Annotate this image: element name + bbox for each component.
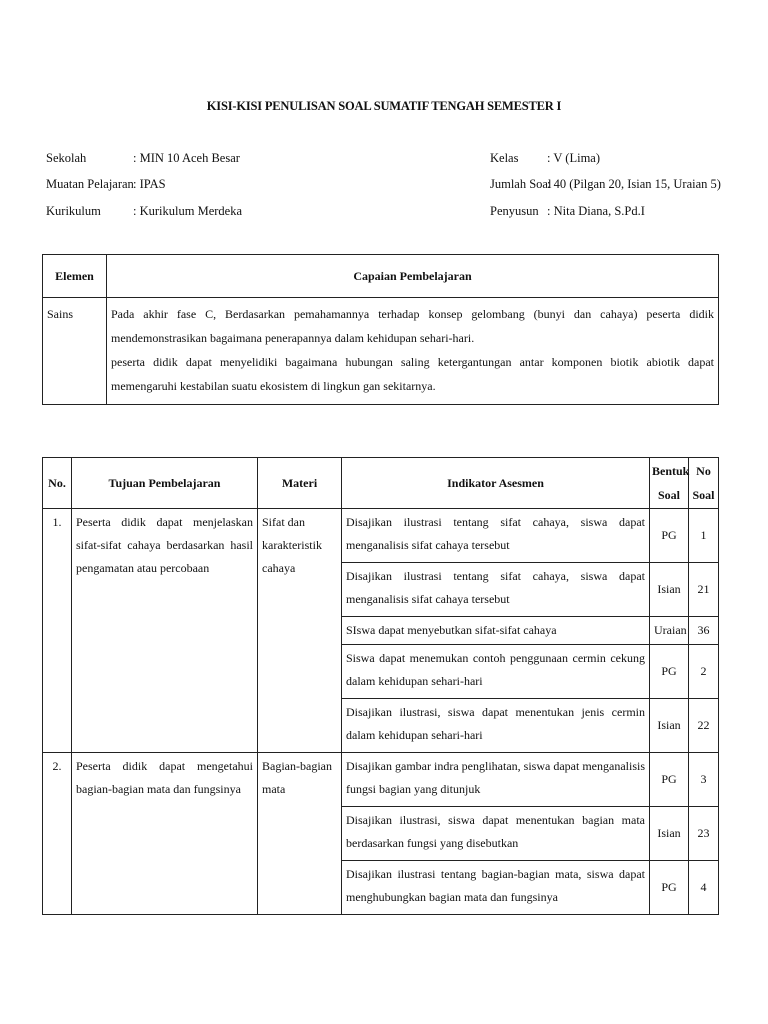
row-number: 2. (43, 753, 72, 915)
document-title: KISI-KISI PENULISAN SOAL SUMATIF TENGAH SEMESTER I (206, 99, 562, 113)
bentuk-soal-cell: PG (650, 861, 689, 915)
bentuk-soal-cell: PG (650, 753, 689, 807)
meta-label: Kelas (490, 151, 519, 165)
meta-curriculum (46, 204, 242, 219)
meta-school (46, 151, 240, 166)
no-soal-cell: 23 (689, 807, 719, 861)
bentuk-soal-cell: Isian (650, 807, 689, 861)
cp-capaian-cell (107, 298, 719, 405)
no-soal-cell: 1 (689, 509, 719, 563)
bentuk-soal-cell: Isian (650, 699, 689, 753)
table-row (43, 509, 719, 563)
table-row (43, 753, 719, 807)
no-soal-cell: 3 (689, 753, 719, 807)
meta-author (490, 204, 645, 219)
meta-label: Penyusun (490, 204, 539, 218)
tujuan-cell: Peserta didik dapat mengetahui bagian-bagian mata dan fungsinya (72, 753, 258, 915)
table-header-row (43, 458, 719, 509)
cp-paragraph: peserta didik dapat menyelidiki bagaimana hubungan saling ketergantungan antar komponen biotik abiotik dapat memengaruhi kestabilan suatu ekosistem di lingkun gan sekitarnya. (111, 355, 714, 393)
header-no-soal: No Soal (689, 458, 719, 509)
materi-cell: Bagian-bagian mata (258, 753, 342, 915)
meta-label: Kurikulum (46, 204, 101, 218)
bentuk-soal-cell: PG (650, 645, 689, 699)
bentuk-soal-cell: Isian (650, 563, 689, 617)
no-soal-cell: 2 (689, 645, 719, 699)
meta-value: : Kurikulum Merdeka (133, 204, 243, 218)
meta-question-count (490, 177, 721, 192)
indikator-cell: Disajikan ilustrasi tentang sifat cahaya, siswa dapat menganalisis sifat cahaya tersebut (342, 509, 650, 563)
materi-cell: Sifat dan karakteristik cahaya (258, 509, 342, 753)
header-tujuan: Tujuan Pembelajaran (72, 458, 258, 509)
bentuk-soal-cell: Uraian (650, 617, 689, 645)
cp-header-elemen: Elemen (43, 255, 107, 298)
no-soal-cell: 4 (689, 861, 719, 915)
indikator-cell: Disajikan ilustrasi, siswa dapat menentukan jenis cermin dalam kehidupan sehari-hari (342, 699, 650, 753)
cp-header-row (43, 255, 719, 298)
meta-class (490, 151, 600, 166)
meta-label: Muatan Pelajaran (46, 177, 134, 191)
header-no: No. (43, 458, 72, 509)
indikator-cell: SIswa dapat menyebutkan sifat-sifat cahaya (342, 617, 650, 645)
indikator-cell: Disajikan ilustrasi tentang sifat cahaya, siswa dapat menganalisis sifat cahaya tersebut (342, 563, 650, 617)
tujuan-cell: Peserta didik dapat menjelaskan sifat-sifat cahaya berdasarkan hasil pengamatan atau percobaan (72, 509, 258, 753)
indikator-cell: Disajikan ilustrasi, siswa dapat menentukan bagian mata berdasarkan fungsi yang disebutkan (342, 807, 650, 861)
bentuk-soal-cell: PG (650, 509, 689, 563)
kisi-kisi-table (42, 457, 719, 915)
meta-value: : Nita Diana, S.Pd.I (547, 204, 645, 218)
meta-label: Sekolah (46, 151, 87, 165)
no-soal-cell: 22 (689, 699, 719, 753)
indikator-cell: Disajikan gambar indra penglihatan, siswa dapat menganalisis fungsi bagian yang ditunjuk (342, 753, 650, 807)
meta-value: : IPAS (133, 177, 166, 191)
meta-value: : MIN 10 Aceh Besar (133, 151, 240, 165)
header-bentuk-soal: Bentuk Soal (650, 458, 689, 509)
cp-elemen-cell: Sains (43, 298, 107, 405)
row-number: 1. (43, 509, 72, 753)
cp-table (42, 254, 719, 405)
meta-subject (46, 177, 166, 192)
no-soal-cell: 21 (689, 563, 719, 617)
header-indikator: Indikator Asesmen (342, 458, 650, 509)
cp-paragraph: Pada akhir fase C, Berdasarkan pemahamannya terhadap konsep gelombang (bunyi dan cahaya) peserta didik mendemonstrasikan bagaimana penerapannya dalam kehidupan sehari-hari. (111, 307, 714, 345)
cp-header-capaian: Capaian Pembelajaran (107, 255, 719, 298)
indikator-cell: Disajikan ilustrasi tentang bagian-bagian mata, siswa dapat menghubungkan bagian mata dan fungsinya (342, 861, 650, 915)
header-materi: Materi (258, 458, 342, 509)
meta-label: Jumlah Soal (490, 177, 552, 191)
no-soal-cell: 36 (689, 617, 719, 645)
cp-row (43, 298, 719, 405)
indikator-cell: Siswa dapat menemukan contoh penggunaan cermin cekung dalam kehidupan sehari-hari (342, 645, 650, 699)
meta-value: : 40 (Pilgan 20, Isian 15, Uraian 5) (547, 177, 721, 191)
meta-value: : V (Lima) (547, 151, 601, 165)
